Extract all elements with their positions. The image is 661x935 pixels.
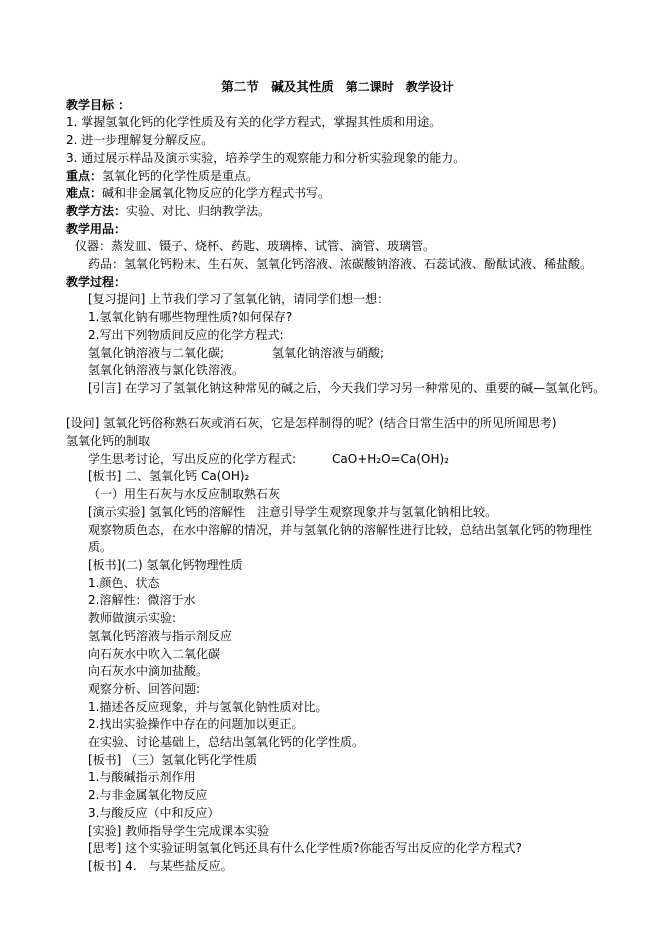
doc-line-text: 向石灰水中滴加盐酸。 [88, 664, 209, 679]
doc-line-text: [板书] 二、氢氧化钙 Ca(OH)₂ [88, 469, 250, 484]
doc-line [66, 522, 609, 557]
doc-line-text: 氢氧化钙的制取 [66, 434, 151, 449]
doc-line [66, 256, 609, 274]
doc-line [66, 628, 609, 646]
doc-line [66, 787, 609, 805]
doc-line-text: 观察分析、回答问题: [88, 681, 201, 696]
doc-line-text: [思考] 这个实验证明氢氧化钙还具有什么化学性质?你能否写出反应的化学方程式? [88, 841, 522, 856]
doc-line-text: 学生思考讨论，写出反应的化学方程式: CaO+H₂O=Ca(OH)₂ [88, 451, 449, 466]
doc-line [66, 415, 609, 433]
doc-line-text: 观察物质色态，在水中溶解的情况，并与氢氧化钠的溶解性进行比较，总结出氢氧化钙的物理性质。 [88, 522, 593, 555]
doc-line-label: 难点： [66, 186, 103, 201]
doc-line-text: 2.与非金属氧化物反应 [88, 788, 208, 803]
doc-line [66, 451, 609, 469]
doc-line [66, 97, 609, 115]
doc-line-text: [设问] 氢氧化钙俗称熟石灰或消石灰，它是怎样制得的呢？(结合日常生活中的所见所闻思考) [66, 416, 557, 431]
doc-line [66, 592, 609, 610]
doc-line-text: 2.溶解性：微溶于水 [88, 593, 196, 608]
doc-line-text: [板书](二) 氢氧化钙物理性质 [88, 557, 243, 572]
doc-line [66, 663, 609, 681]
doc-line-text: 1.描述各反应现象，并与氢氧化钠性质对比。 [88, 699, 328, 714]
doc-line-text: 氢氧化钠溶液与二氧化碳; 氢氧化钠溶液与硝酸; [88, 345, 385, 360]
doc-line-label: 教学目标 ： [66, 97, 131, 112]
doc-line [66, 114, 609, 132]
doc-line-text: 碱和非金属氧化物反应的化学方程式书写。 [102, 186, 331, 201]
doc-line-text: [板书] （三）氢氧化钙化学性质 [88, 752, 258, 767]
doc-line-text: [实验] 教师指导学生完成课本实验 [88, 823, 270, 838]
doc-line [66, 327, 609, 345]
doc-line-text: 氢氧化钠溶液与氯化铁溶液。 [88, 363, 245, 378]
doc-line [66, 238, 609, 256]
doc-line [66, 769, 609, 787]
doc-line [66, 734, 609, 752]
doc-line-text: 2.找出实验操作中存在的问题加以更正。 [88, 717, 304, 732]
doc-line-text: 1.与酸碱指示剂作用 [88, 770, 196, 785]
doc-line [66, 185, 609, 203]
doc-line-text: [引言] 在学习了氢氧化钠这种常见的碱之后，今天我们学习另一种常见的、重要的碱—氢氧化钙。 [88, 380, 606, 395]
doc-line-text: 仪器：蒸发皿、镊子、烧杯、药匙、玻璃棒、试管、滴管、玻璃管。 [75, 239, 436, 254]
doc-line-text: [板书] 4. 与某些盐反应。 [88, 858, 233, 873]
doc-line-text: 2. 进一步理解复分解反应。 [66, 133, 214, 148]
doc-line-text: [演示实验] 氢氧化钙的溶解性 注意引导学生观察现象并与氢氧化钠相比较。 [88, 504, 498, 519]
doc-line [66, 699, 609, 717]
doc-line-text: 3.与酸反应（中和反应） [88, 805, 220, 820]
doc-line-text: 在实验、讨论基础上，总结出氢氧化钙的化学性质。 [88, 735, 365, 750]
doc-line-text: 教师做演示实验: [88, 611, 177, 626]
doc-line [66, 486, 609, 504]
doc-line-text: 向石灰水中吹入二氧化碳 [88, 646, 221, 661]
doc-line-label: 教学过程： [66, 274, 127, 289]
doc-line-label: 教学方法： [66, 203, 127, 218]
doc-line [66, 681, 609, 699]
doc-body [66, 97, 609, 876]
doc-line [66, 291, 609, 309]
doc-line [66, 203, 609, 221]
doc-line [66, 309, 609, 327]
doc-line [66, 575, 609, 593]
doc-line [66, 610, 609, 628]
page-title-subtitle: 第二课时 教学设计 [333, 80, 454, 94]
doc-line [66, 823, 609, 841]
doc-line-text: 氢氧化钙溶液与指示剂反应 [88, 628, 233, 643]
doc-line [66, 840, 609, 858]
doc-line-text: [复习提问] 上节我们学习了氢氧化钠，请同学们想一想： [88, 292, 390, 307]
doc-line-text: 3. 通过展示样品及演示实验，培养学生的观察能力和分析实验现象的能力。 [66, 150, 466, 165]
doc-line-text: 1.氢氧化钠有哪些物理性质?如何保存? [88, 310, 293, 325]
doc-line-label: 教学用品： [66, 221, 127, 236]
doc-line-text: 实验、对比、归纳教学法。 [126, 203, 271, 218]
doc-line [66, 380, 609, 398]
doc-line [66, 858, 609, 876]
doc-line [66, 168, 609, 186]
doc-line [66, 132, 609, 150]
doc-line [66, 646, 609, 664]
doc-line [66, 274, 609, 292]
doc-line [66, 557, 609, 575]
doc-line [66, 752, 609, 770]
doc-line [66, 504, 609, 522]
doc-line [66, 398, 609, 416]
doc-line-text: 2.写出下列物质间反应的化学方程式: [88, 327, 284, 342]
doc-line [66, 468, 609, 486]
doc-line-text: 1.颜色、状态 [88, 575, 160, 590]
page-title [66, 78, 609, 97]
page-title-section: 第二节 碱及其性质 [221, 79, 334, 94]
doc-line [66, 221, 609, 239]
doc-line [66, 362, 609, 380]
doc-line [66, 150, 609, 168]
doc-line-text: 药品：氢氧化钙粉末、生石灰、氢氧化钙溶液、浓碳酸钠溶液、石蕊试液、酚酞试液、稀盐酸。 [88, 257, 593, 272]
doc-line-text: （一）用生石灰与水反应制取熟石灰 [88, 487, 281, 502]
doc-line [66, 433, 609, 451]
doc-line-text: 1. 掌握氢氧化钙的化学性质及有关的化学方程式，掌握其性质和用途。 [66, 115, 442, 130]
doc-line [66, 345, 609, 363]
doc-line [66, 805, 609, 823]
doc-line-text: 氢氧化钙的化学性质是重点。 [102, 168, 259, 183]
doc-line [66, 716, 609, 734]
doc-line-label: 重点： [66, 168, 103, 183]
